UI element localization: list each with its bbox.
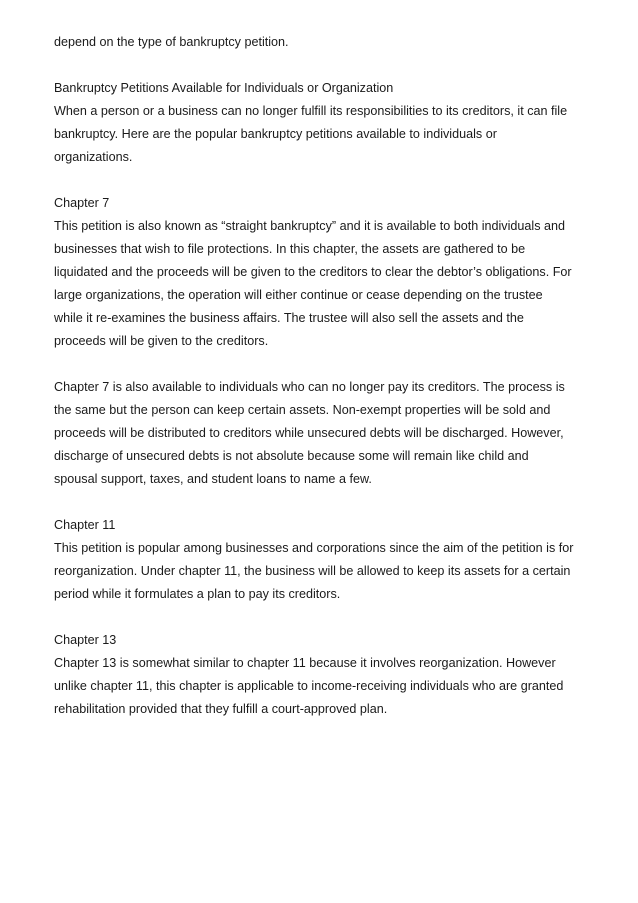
text-line: Chapter 13 is somewhat similar to chapter 11 because it involves reorganization. However <box>54 656 556 670</box>
paragraph-intro-continuation <box>54 31 594 54</box>
text-line: When a person or a business can no longer fulfill its responsibilities to its creditors, it can file <box>54 104 568 118</box>
text-line: This petition is also known as “straight bankruptcy” and it is available to both individuals and <box>54 219 566 233</box>
text-line: period while it formulates a plan to pay its creditors. <box>54 587 341 601</box>
text-line: Chapter 7 is also available to individuals who can no longer pay its creditors. The process is <box>54 380 565 394</box>
section-chapter-11 <box>54 514 594 606</box>
text-line: organizations. <box>54 150 133 164</box>
text-line: while it re-examines the business affairs. The trustee will also sell the assets and the <box>54 311 524 325</box>
section-heading: Chapter 7 <box>54 196 110 210</box>
text-line: bankruptcy. Here are the popular bankruptcy petitions available to individuals or <box>54 127 497 141</box>
text-line: reorganization. Under chapter 11, the business will be allowed to keep its assets for a certain <box>54 564 571 578</box>
text-line: unlike chapter 11, this chapter is applicable to income-receiving individuals who are granted <box>54 679 564 693</box>
section-heading: Chapter 13 <box>54 633 117 647</box>
document-body <box>54 31 594 744</box>
section-chapter-7 <box>54 192 594 353</box>
section-chapter-13 <box>54 629 594 721</box>
text-line: proceeds will be distributed to creditors while unsecured debts will be discharged. However, <box>54 426 564 440</box>
text-line: discharge of unsecured debts is not absolute because some will remain like child and <box>54 449 529 463</box>
text-line: depend on the type of bankruptcy petition. <box>54 35 289 49</box>
section-petitions <box>54 77 594 169</box>
text-line: the same but the person can keep certain assets. Non-exempt properties will be sold and <box>54 403 551 417</box>
text-line: large organizations, the operation will either continue or cease depending on the trustee <box>54 288 543 302</box>
section-heading: Bankruptcy Petitions Available for Individuals or Organization <box>54 81 394 95</box>
text-line: liquidated and the proceeds will be given to the creditors to clear the debtor’s obligations. For <box>54 265 572 279</box>
text-line: This petition is popular among businesses and corporations since the aim of the petition is for <box>54 541 574 555</box>
text-line: rehabilitation provided that they fulfill a court-approved plan. <box>54 702 388 716</box>
text-line: businesses that wish to file protections. In this chapter, the assets are gathered to be <box>54 242 526 256</box>
section-heading: Chapter 11 <box>54 518 116 532</box>
text-line: proceeds will be given to the creditors. <box>54 334 269 348</box>
text-line: spousal support, taxes, and student loans to name a few. <box>54 472 372 486</box>
paragraph-chapter-7-individuals <box>54 376 594 491</box>
